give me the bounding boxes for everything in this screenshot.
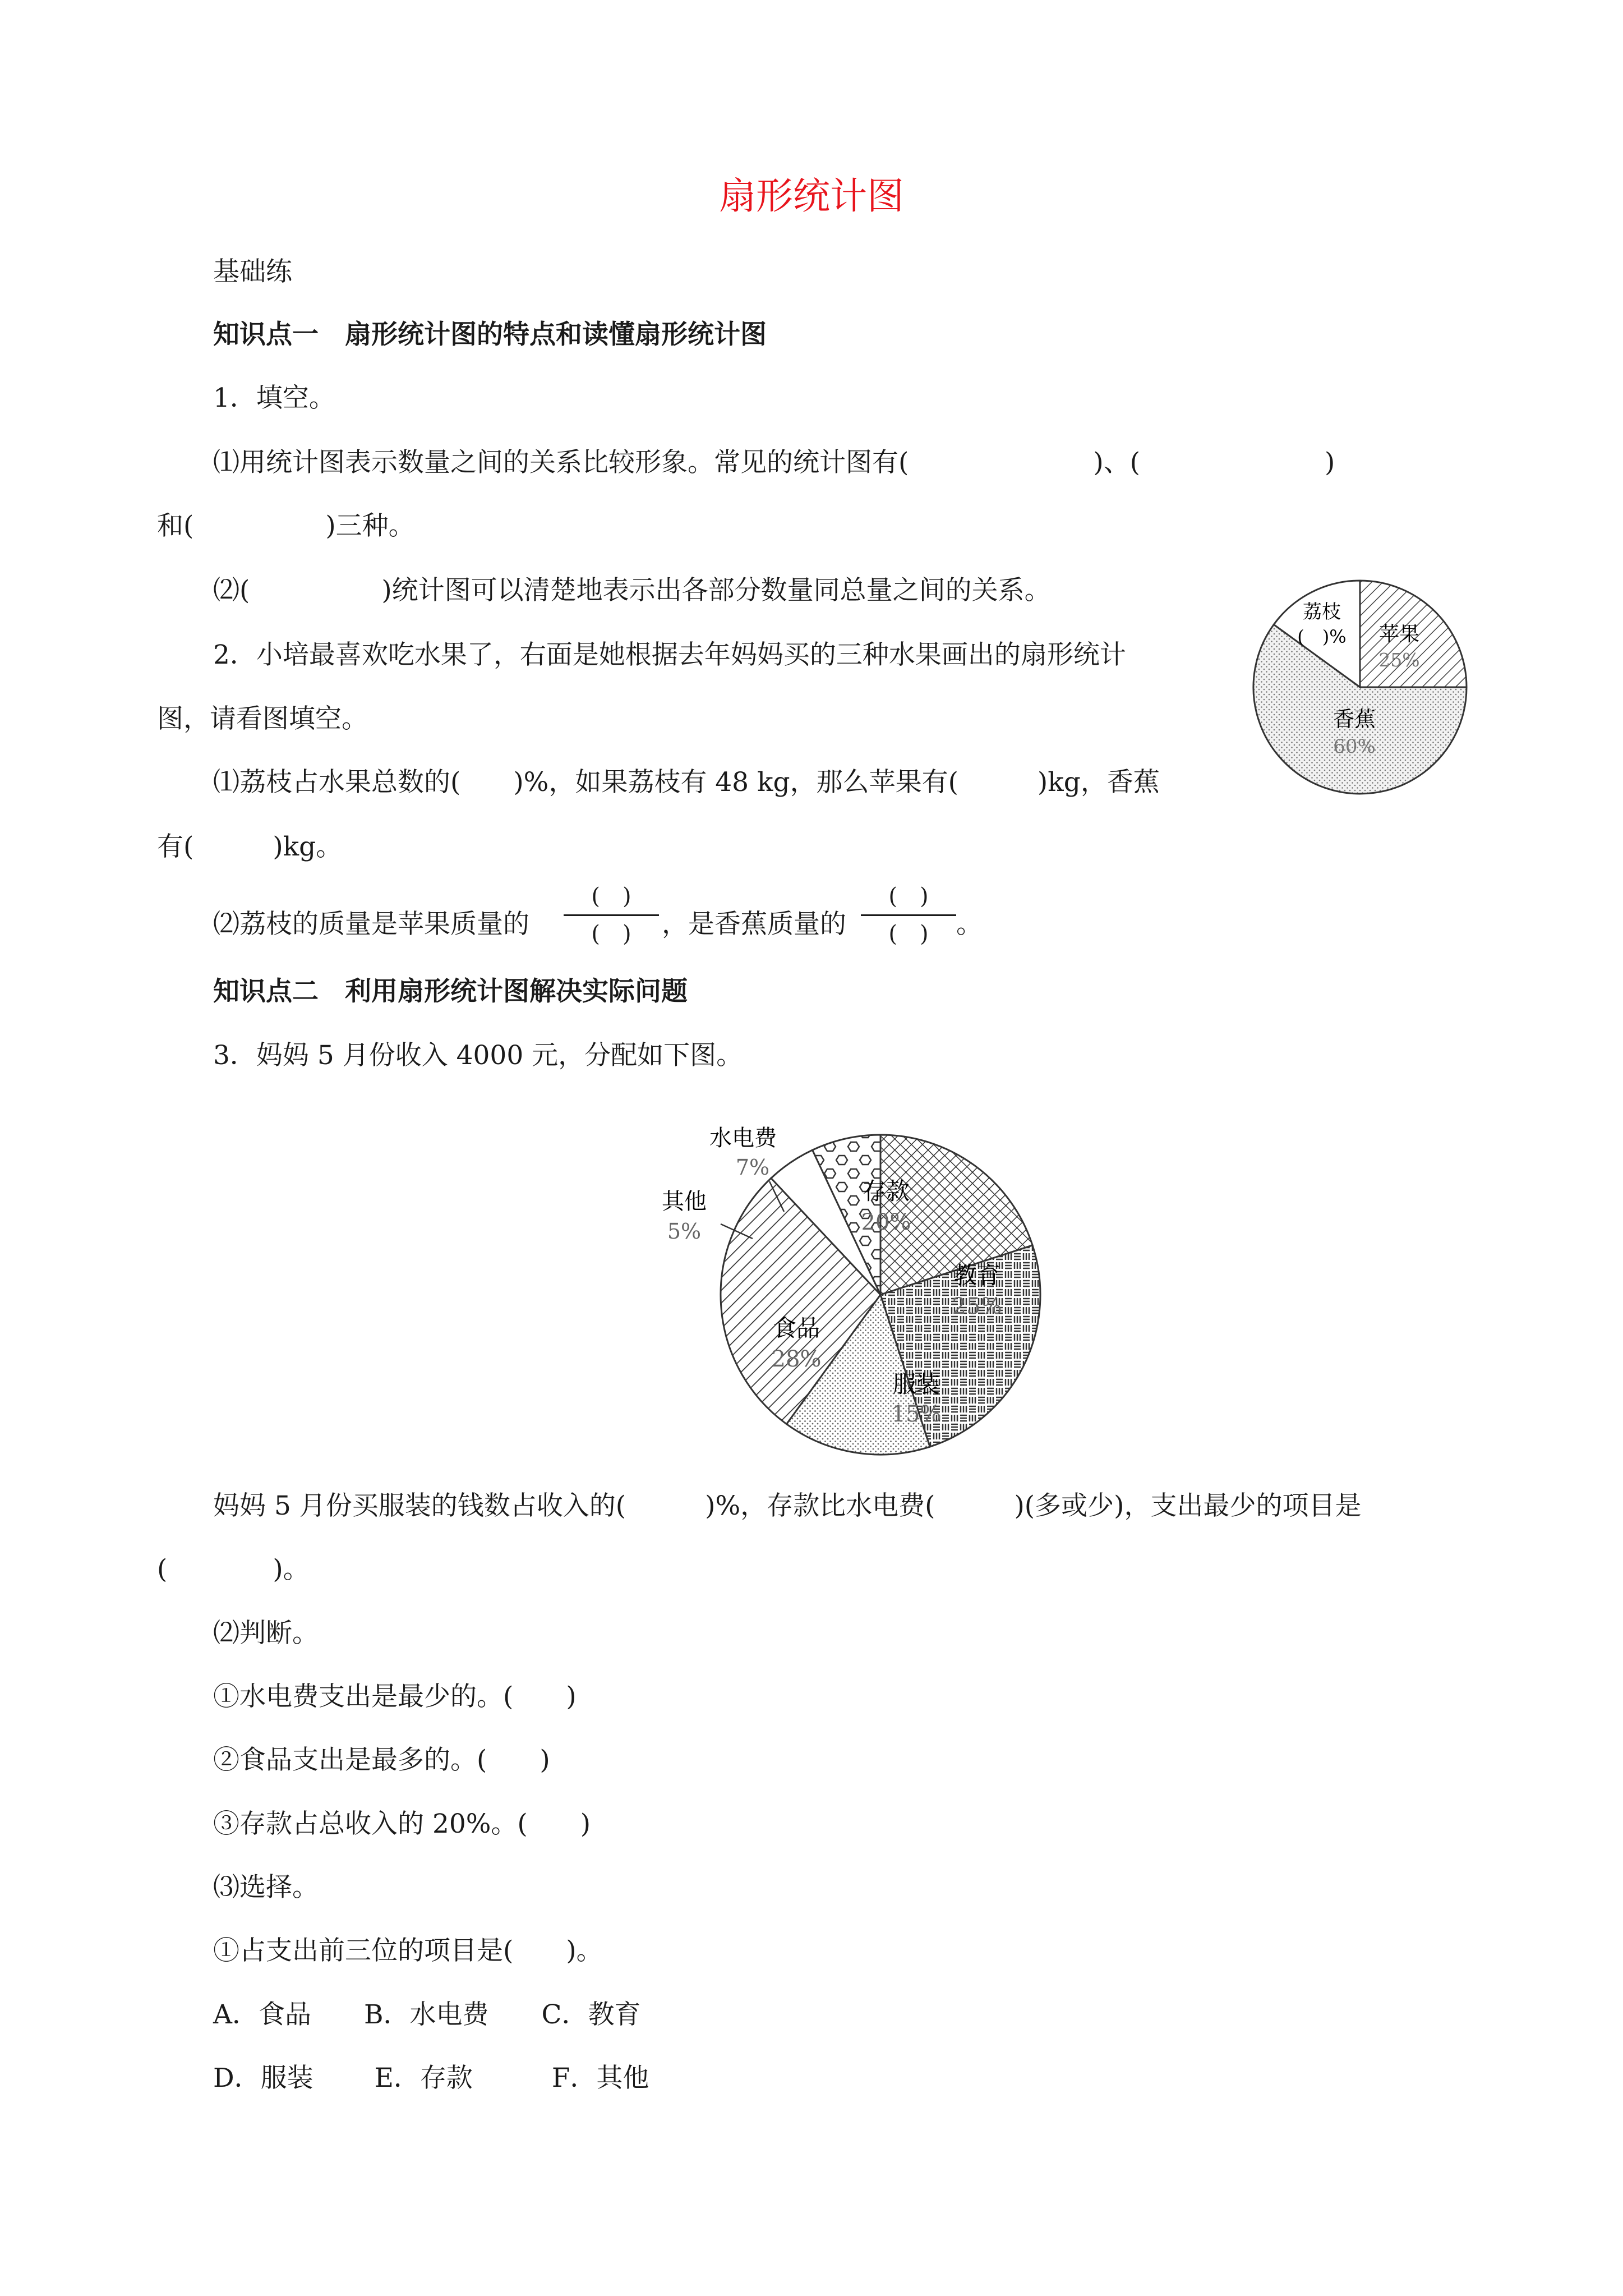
judge-item-2: ②食品支出是最多的。( ) xyxy=(213,1745,550,1775)
income-pie-chart xyxy=(645,1099,1049,1470)
fruit-pie-chart xyxy=(1248,572,1472,797)
slice-label-utilities: 水电费 xyxy=(709,1125,777,1151)
slice-value-banana: 60% xyxy=(1333,735,1376,758)
choice-options-row-2: D．服装 E．存款 F．其他 xyxy=(213,2063,649,2093)
q2-stem-line2: 图，请看图填空。 xyxy=(157,703,368,734)
slice-value-clothing: 15% xyxy=(891,1401,942,1427)
choice-question-1: ①占支出前三位的项目是( )。 xyxy=(213,1935,603,1966)
slice-label-clothing: 服装 xyxy=(892,1370,940,1398)
fraction-numerator: ( ) xyxy=(888,884,929,909)
judge-item-1: ①水电费支出是最少的。( ) xyxy=(213,1681,577,1712)
q2-part2-c: 。 xyxy=(956,909,983,940)
slice-value-utilities: 7% xyxy=(735,1155,770,1180)
q3-part3: ⑶选择。 xyxy=(213,1872,319,1903)
fraction-denominator: ( ) xyxy=(888,921,929,947)
q2-part1-line1: ⑴荔枝占水果总数的( )%，如果荔枝有 48 kg，那么苹果有( )kg，香蕉 xyxy=(213,767,1160,798)
q1-part1-line1: ⑴用统计图表示数量之间的关系比较形象。常见的统计图有( )、( ) xyxy=(213,447,1335,478)
slice-value-other: 5% xyxy=(667,1219,702,1244)
q1-stem: 1．填空。 xyxy=(213,383,335,413)
q2-stem-line1: 2．小培最喜欢吃水果了，右面是她根据去年妈妈买的三种水果画出的扇形统计 xyxy=(213,639,1126,670)
slice-label-education: 教育 xyxy=(953,1262,1001,1289)
q1-part1-line2: 和( )三种。 xyxy=(157,510,415,541)
knowledge-point-1: 知识点一 扇形统计图的特点和读懂扇形统计图 xyxy=(213,319,767,350)
slice-value-apple: 25% xyxy=(1378,649,1420,671)
fraction-blank-1 xyxy=(564,882,659,949)
q1-part2: ⑵( )统计图可以清楚地表示出各部分数量同总量之间的关系。 xyxy=(213,575,1051,606)
judge-item-3: ③存款占总收入的 20%。( ) xyxy=(213,1809,591,1839)
q2-part2-b: ，是香蕉质量的 xyxy=(662,909,846,940)
fraction-numerator: ( ) xyxy=(591,884,631,909)
slice-label-savings: 存款 xyxy=(862,1177,910,1205)
q3-part1-line1: 妈妈 5 月份买服装的钱数占收入的( )%，存款比水电费( )(多或少)，支出最少的项目是 xyxy=(213,1490,1362,1521)
slice-label-other: 其他 xyxy=(662,1189,707,1214)
slice-value-savings: 20% xyxy=(861,1209,911,1235)
fraction-denominator: ( ) xyxy=(591,921,631,947)
q2-part2-a: ⑵荔枝的质量是苹果质量的 xyxy=(213,909,529,940)
page-title: 扇形统计图 xyxy=(719,174,904,218)
slice-value-lychee: ( )% xyxy=(1297,626,1347,647)
slice-label-apple: 苹果 xyxy=(1378,623,1420,646)
slice-value-education: 25% xyxy=(952,1294,1002,1319)
slice-label-banana: 香蕉 xyxy=(1332,707,1376,731)
fraction-blank-2 xyxy=(861,882,956,949)
q2-part1-line2: 有( )kg。 xyxy=(157,831,343,862)
slice-value-food: 28% xyxy=(771,1346,822,1372)
section-label: 基础练 xyxy=(213,256,292,287)
choice-options-row-1: A．食品 B．水电费 C．教育 xyxy=(213,1999,641,2030)
q3-part2: ⑵判断。 xyxy=(213,1618,319,1649)
slice-label-lychee: 荔枝 xyxy=(1303,601,1341,623)
knowledge-point-2: 知识点二 利用扇形统计图解决实际问题 xyxy=(213,976,688,1007)
q3-part1-line2: ( )。 xyxy=(157,1554,310,1585)
slice-label-food: 食品 xyxy=(772,1314,820,1342)
q3-stem: 3．妈妈 5 月份收入 4000 元，分配如下图。 xyxy=(213,1040,743,1071)
